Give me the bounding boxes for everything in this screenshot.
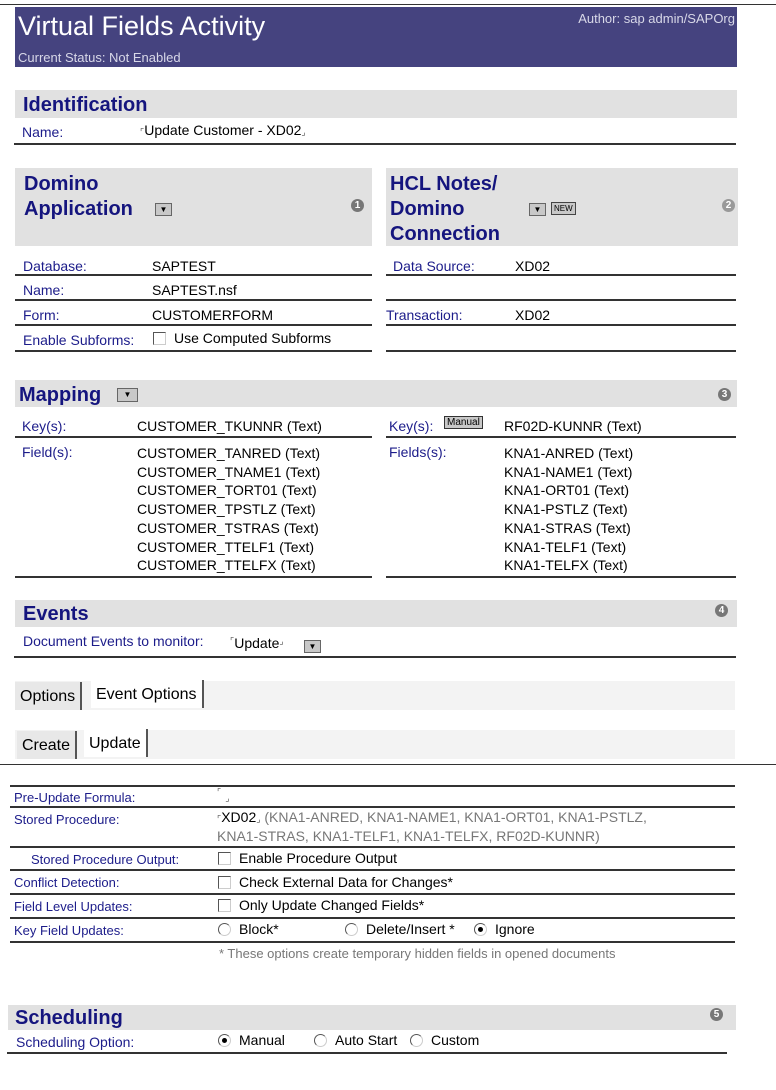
list-item: KNA1-STRAS (Text) bbox=[504, 519, 631, 536]
database-label: Database: bbox=[23, 258, 87, 274]
radio-ignore[interactable] bbox=[474, 921, 535, 937]
list-item: KNA1-ANRED (Text) bbox=[504, 445, 634, 461]
radio-manual[interactable] bbox=[218, 1032, 285, 1048]
divider bbox=[7, 1052, 727, 1054]
right-keys-label: Key(s): bbox=[389, 418, 434, 434]
mapping-dropdown-icon[interactable]: ▼ bbox=[117, 388, 138, 402]
mapping-title: Mapping bbox=[19, 384, 102, 406]
left-fields-label: Field(s): bbox=[22, 444, 73, 460]
radio-label: Auto Start bbox=[335, 1032, 398, 1048]
enable-procedure-output-checkbox[interactable] bbox=[218, 850, 397, 866]
events-header bbox=[15, 600, 737, 627]
manual-button[interactable]: Manual bbox=[444, 416, 483, 429]
divider bbox=[15, 350, 372, 352]
domino-title-2: Application bbox=[24, 198, 133, 220]
list-item: CUSTOMER_TSTRAS (Text) bbox=[137, 519, 319, 536]
stored-procedure-output-label: Stored Procedure Output: bbox=[31, 852, 180, 867]
stored-procedure-field[interactable]: ⌜XD02⌟ (KNA1-ANRED, KNA1-NAME1, KNA1-ORT01, KNA1-PSTLZ, bbox=[217, 809, 647, 825]
subforms-checkbox[interactable] bbox=[153, 330, 331, 346]
radio-label: Block* bbox=[239, 921, 279, 937]
stored-procedure-params: (KNA1-ANRED, KNA1-NAME1, KNA1-ORT01, KNA1-PSTLZ, bbox=[264, 809, 647, 825]
db-name-label: Name: bbox=[23, 282, 65, 298]
radio-label: Manual bbox=[239, 1032, 285, 1048]
step-2-icon: 2 bbox=[722, 199, 735, 212]
domino-dropdown-icon[interactable]: ▼ bbox=[155, 203, 172, 216]
form-value: CUSTOMERFORM bbox=[152, 307, 274, 323]
identification-title: Identification bbox=[23, 94, 148, 116]
divider bbox=[15, 436, 372, 438]
list-item: KNA1-PSTLZ (Text) bbox=[504, 501, 628, 518]
page-title: Virtual Fields Activity bbox=[18, 11, 266, 41]
list-item: KNA1-ORT01 (Text) bbox=[504, 482, 629, 499]
stored-procedure-value: XD02 bbox=[221, 809, 257, 825]
step-3-icon: 3 bbox=[718, 388, 731, 401]
db-name-value: SAPTEST.nsf bbox=[152, 282, 237, 298]
divider bbox=[386, 350, 736, 352]
left-key-value: CUSTOMER_TKUNNR (Text) bbox=[137, 418, 322, 434]
current-status: Current Status: Not Enabled bbox=[18, 50, 181, 65]
monitor-dropdown-icon[interactable]: ▼ bbox=[304, 640, 321, 653]
divider bbox=[386, 576, 736, 578]
name-field[interactable]: ⌜Update Customer - XD02⌟ bbox=[140, 122, 306, 138]
radio-label: Delete/Insert * bbox=[366, 921, 455, 937]
checkbox-label: Only Update Changed Fields* bbox=[239, 897, 425, 913]
connection-title-3: Connection bbox=[390, 223, 500, 245]
pre-update-formula-field[interactable]: ⌜⌟ bbox=[217, 787, 230, 803]
divider bbox=[0, 764, 776, 765]
pre-update-formula-label: Pre-Update Formula: bbox=[14, 790, 136, 805]
radio-auto-start[interactable] bbox=[314, 1032, 397, 1048]
options-note: * These options create temporary hidden fields in opened documents bbox=[219, 946, 616, 961]
divider bbox=[15, 274, 372, 276]
connection-dropdown-icon[interactable]: ▼ bbox=[529, 203, 546, 216]
step-1-icon: 1 bbox=[351, 199, 364, 212]
left-fields-list bbox=[137, 444, 320, 575]
divider bbox=[10, 941, 735, 943]
header-banner bbox=[15, 7, 737, 67]
name-value: Update Customer - XD02 bbox=[144, 122, 302, 138]
tab-create[interactable]: Create bbox=[17, 731, 77, 759]
divider bbox=[386, 299, 736, 301]
divider bbox=[10, 785, 735, 787]
events-title: Events bbox=[23, 603, 89, 625]
divider bbox=[10, 893, 735, 895]
data-source-value: XD02 bbox=[515, 258, 551, 274]
list-item: KNA1-NAME1 (Text) bbox=[504, 463, 633, 480]
divider bbox=[15, 576, 372, 578]
tab-update[interactable]: Update bbox=[84, 729, 148, 757]
check-external-data-checkbox[interactable] bbox=[218, 874, 453, 890]
only-update-changed-checkbox[interactable] bbox=[218, 897, 424, 913]
transaction-label: Transaction: bbox=[386, 307, 463, 323]
divider bbox=[386, 324, 736, 326]
field-level-updates-label: Field Level Updates: bbox=[14, 899, 133, 914]
checkbox-label: Enable Procedure Output bbox=[239, 850, 397, 866]
tab-event-options[interactable]: Event Options bbox=[91, 680, 204, 708]
divider bbox=[14, 143, 736, 145]
left-keys-label: Key(s): bbox=[22, 418, 67, 434]
transaction-value: XD02 bbox=[515, 307, 551, 323]
stored-procedure-label: Stored Procedure: bbox=[14, 812, 120, 827]
connection-title-1: HCL Notes/ bbox=[390, 173, 498, 195]
scheduling-option-label: Scheduling Option: bbox=[16, 1034, 135, 1050]
step-4-icon: 4 bbox=[715, 604, 728, 617]
monitor-value: Update bbox=[234, 635, 280, 651]
tab-options[interactable]: Options bbox=[15, 682, 82, 710]
stored-procedure-params-2: KNA1-STRAS, KNA1-TELF1, KNA1-TELFX, RF02D-KUNNR) bbox=[217, 828, 600, 844]
list-item: CUSTOMER_TTELFX (Text) bbox=[137, 557, 316, 574]
list-item: CUSTOMER_TTELF1 (Text) bbox=[137, 538, 315, 555]
radio-label: Custom bbox=[431, 1032, 480, 1048]
new-button[interactable]: NEW bbox=[551, 202, 576, 215]
divider bbox=[386, 274, 736, 276]
list-item: KNA1-TELF1 (Text) bbox=[504, 538, 627, 555]
radio-delete-insert[interactable] bbox=[345, 921, 455, 937]
list-item: CUSTOMER_TPSTLZ (Text) bbox=[137, 501, 316, 518]
top-divider bbox=[0, 4, 776, 5]
step-5-icon: 5 bbox=[710, 1008, 723, 1021]
divider bbox=[15, 324, 372, 326]
author: Author: sap admin/SAPOrg bbox=[578, 11, 735, 26]
connection-title-2: Domino bbox=[390, 198, 465, 220]
domino-title-1: Domino bbox=[24, 173, 99, 195]
divider bbox=[15, 299, 372, 301]
subforms-label: Enable Subforms: bbox=[23, 332, 135, 348]
divider bbox=[10, 917, 735, 919]
radio-custom[interactable] bbox=[410, 1032, 479, 1048]
form-label: Form: bbox=[23, 307, 60, 323]
monitor-field[interactable]: ⌜Update⌟ bbox=[230, 635, 284, 651]
divider bbox=[386, 436, 736, 438]
divider bbox=[14, 656, 736, 658]
list-item: KNA1-TELFX (Text) bbox=[504, 557, 628, 574]
database-value: SAPTEST bbox=[152, 258, 216, 274]
right-fields-list bbox=[504, 444, 633, 575]
divider bbox=[10, 846, 735, 848]
divider bbox=[10, 869, 735, 871]
checkbox-label: Check External Data for Changes* bbox=[239, 874, 453, 890]
monitor-label: Document Events to monitor: bbox=[23, 633, 204, 649]
list-item: CUSTOMER_TANRED (Text) bbox=[137, 445, 321, 461]
right-key-value: RF02D-KUNNR (Text) bbox=[504, 418, 642, 434]
conflict-detection-label: Conflict Detection: bbox=[14, 875, 120, 890]
list-item: CUSTOMER_TORT01 (Text) bbox=[137, 482, 317, 499]
key-field-updates-label: Key Field Updates: bbox=[14, 923, 124, 938]
right-fields-label: Fields(s): bbox=[389, 444, 447, 460]
list-item: CUSTOMER_TNAME1 (Text) bbox=[137, 463, 321, 480]
radio-label: Ignore bbox=[495, 921, 535, 937]
divider bbox=[10, 806, 735, 808]
name-label: Name: bbox=[22, 124, 64, 140]
radio-block[interactable] bbox=[218, 921, 279, 937]
data-source-label: Data Source: bbox=[393, 258, 475, 274]
scheduling-title: Scheduling bbox=[15, 1007, 123, 1029]
subforms-option: Use Computed Subforms bbox=[174, 330, 332, 346]
